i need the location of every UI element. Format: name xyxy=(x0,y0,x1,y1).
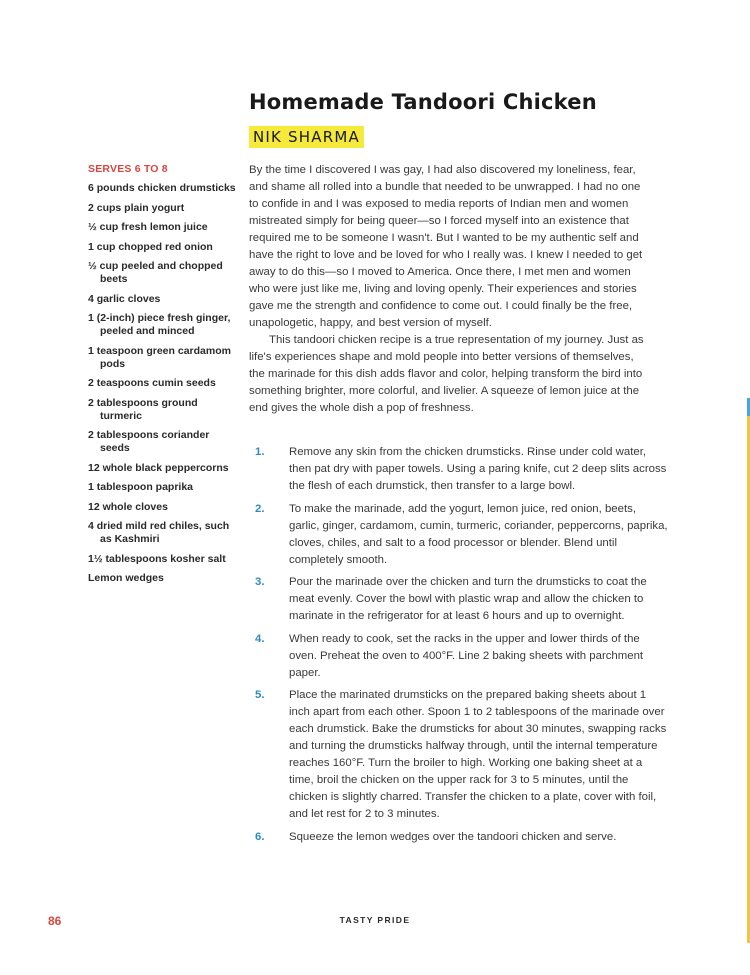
ingredient-item: 2 cups plain yogurt xyxy=(88,201,185,214)
step-text: Remove any skin from the chicken drumsticks. Rinse under cold water, then pat dry with paper towels. Using a paring knife, cut 2 deep slits across the flesh of each drumstick, then transfer to a large bowl. xyxy=(289,446,667,492)
running-head: TASTY PRIDE xyxy=(339,915,411,925)
intro-paragraph: By the time I discovered I was gay, I had also discovered my loneliness, fear, and shame all rolled into a bundle that needed to be unwrapped. I had no one to confide in and I was exposed to media reports of Indian men and women mistreated simply for being queer—so I forced myself into an existence that required me to be someone I wasn't. But I wanted to be my authentic self and have the right to love and be loved for who I really was. I knew I needed to get away to do this—so I moved to America. Once there, I met men and women who were just like me, living and loving openly. Their experiences and stories gave me the strength and confidence to come out. I could finally be the free, unapologetic, happy, and best version of myself. xyxy=(249,164,643,329)
ingredient-item: Lemon wedges xyxy=(88,572,164,584)
ingredient-item: 1 teaspoon green cardamom pods xyxy=(88,344,231,370)
intro-text xyxy=(249,162,649,417)
author-name: NIK SHARMA xyxy=(249,126,364,148)
ingredient-item: 1 tablespoon paprika xyxy=(88,481,194,493)
step-item xyxy=(249,501,669,569)
page-number: 86 xyxy=(48,914,62,928)
step-text: Pour the marinade over the chicken and turn the drumsticks to coat the meat evenly. Cover the bowl with plastic wrap and allow the chicken to marinate in the refrigerator for at least 6 hours and up to overnight. xyxy=(289,576,647,622)
step-number: 6. xyxy=(255,830,265,843)
ingredient-item: 4 garlic cloves xyxy=(88,292,161,305)
ingredient-item: ½ cup peeled and chopped beets xyxy=(88,260,223,285)
recipe-title: Homemade Tandoori Chicken xyxy=(249,90,597,114)
step-text: To make the marinade, add the yogurt, lemon juice, red onion, beets, garlic, ginger, cardamom, cumin, turmeric, coriander, peppercorns, paprika, cloves, chiles, and salt to a food processor or blender. Blend until completely smooth. xyxy=(289,502,668,566)
step-item xyxy=(249,574,669,625)
step-number: 1. xyxy=(255,446,265,458)
ingredient-item: 12 whole black peppercorns xyxy=(88,461,229,474)
step-number: 3. xyxy=(255,576,265,588)
step-number: 5. xyxy=(255,689,265,701)
ingredient-item: 2 teaspoons cumin seeds xyxy=(88,377,216,389)
ingredient-item: 6 pounds chicken drumsticks xyxy=(88,182,236,194)
step-text: Place the marinated drumsticks on the prepared baking sheets about 1 inch apart from each other. Spoon 1 to 2 tablespoons of the marinade over each drumstick. Bake the drumsticks for about 30 minutes, swapping racks and turning the drumsticks halfway through, until the internal temperature reaches 160°F. Turn the broiler to high. Working one baking sheet at a time, broil the chicken on the upper rack for 3 to 5 minutes, until the chicken is slightly charred. Transfer the chicken to a plate, cover with foil, and let rest for 2 to 3 minutes. xyxy=(289,689,667,820)
intro-paragraph: This tandoori chicken recipe is a true representation of my journey. Just as life's experiences shape and mold people into better versions of themselves, the marinade for this dish adds flavor and color, helping transform the bird into something brighter, more colorful, and livelier. A squeeze of lemon juice at the end gives the whole dish a pop of freshness. xyxy=(249,334,644,414)
serves-label: SERVES 6 TO 8 xyxy=(88,163,168,175)
step-text: Squeeze the lemon wedges over the tandoori chicken and serve. xyxy=(289,830,617,843)
step-item xyxy=(249,631,669,682)
method-steps xyxy=(249,444,669,851)
ingredient-item: 1 (2-inch) piece fresh ginger, peeled and minced xyxy=(88,312,231,337)
step-item xyxy=(249,687,669,823)
ingredient-item: 2 tablespoons ground turmeric xyxy=(88,396,198,422)
step-text: When ready to cook, set the racks in the upper and lower thirds of the oven. Preheat the oven to 400°F. Line 2 baking sheets with parchment paper. xyxy=(289,632,644,679)
step-item xyxy=(249,444,669,495)
step-number: 4. xyxy=(255,632,265,645)
ingredient-list xyxy=(88,182,238,585)
ingredient-item: 12 whole cloves xyxy=(88,500,168,513)
ingredient-item: 4 dried mild red chiles, such as Kashmiri xyxy=(88,520,230,545)
ingredient-item: ½ cup fresh lemon juice xyxy=(88,221,208,233)
ingredient-item: 1 cup chopped red onion xyxy=(88,240,213,253)
ingredients-sidebar xyxy=(88,163,238,592)
ingredient-item: 2 tablespoons coriander seeds xyxy=(88,429,210,454)
step-item xyxy=(249,829,669,846)
ingredient-item: 1½ tablespoons kosher salt xyxy=(88,552,226,565)
step-number: 2. xyxy=(255,502,265,515)
